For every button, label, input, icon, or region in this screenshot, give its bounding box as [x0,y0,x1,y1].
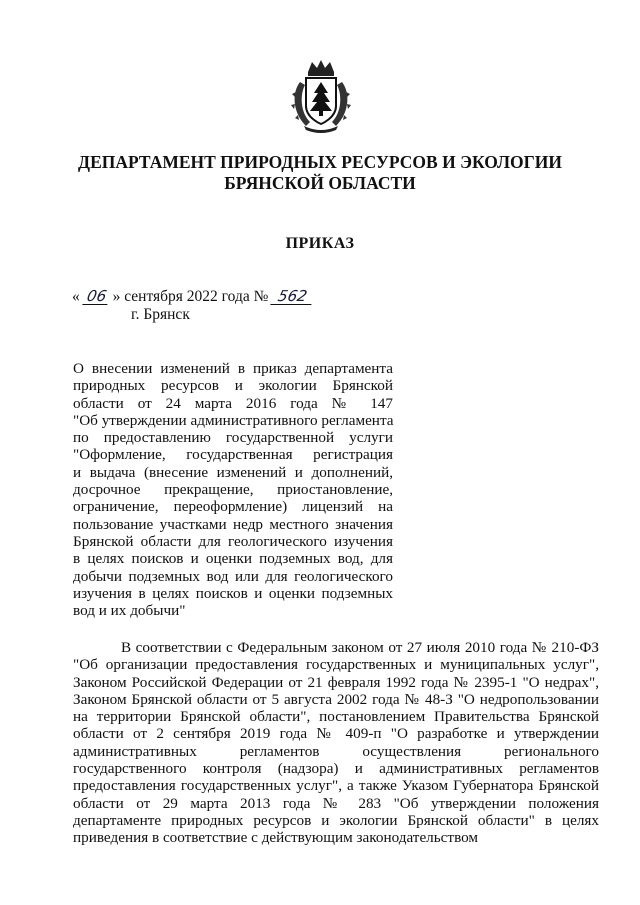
body-line: предоставления государственных услуг", а также Указом Губернатора Брянской [73,777,599,795]
quote-close: » [112,288,121,305]
body-line: Законом Брянской области от 5 августа 2002 года № 48-З "О недропользовании [73,690,599,708]
body-line: "Об организации предоставления государственных и муниципальных услуг", [73,656,599,674]
department-title-line1: ДЕПАРТАМЕНТ ПРИРОДНЫХ РЕСУРСОВ И ЭКОЛОГИИ [78,152,562,172]
subject-line: вод и их добычи" [73,602,186,620]
order-subject [73,360,393,619]
subject-line: пользование участками недр местного значения [73,515,393,533]
body-line: приведения в соответствие с действующим законодательством [73,829,479,847]
order-number-handwritten: 562 [271,289,315,305]
order-month-year: сентября 2022 года № [124,288,269,305]
body-line: области от 2 сентября 2019 года № 409-п "О разработке и утверждении [73,725,599,743]
subject-line: в целях поисков и оценки подземных вод, для [73,550,393,568]
subject-line: добычи подземных вод или для геологического [73,567,393,585]
body-line: Законом Российской Федерации от 21 февраля 1992 года № 2395-1 "О недрах", [73,673,599,691]
department-title-line2: БРЯНСКОЙ ОБЛАСТИ [224,173,416,193]
order-city: г. Брянск [131,306,190,323]
subject-line: Брянской области для геологического изучения [73,532,393,550]
order-preamble [73,639,599,847]
order-title: ПРИКАЗ [285,235,355,252]
quote-open: « [72,288,80,305]
subject-line: "Об утверждении административного регламента [73,411,394,429]
subject-line: досрочное прекращение, приостановление, [73,481,393,499]
body-line: на территории Брянской области", постановлением Правительства Брянской [73,708,599,726]
subject-line: О внесении изменений в приказ департамента [73,360,393,377]
order-day-handwritten: 06 [82,289,110,305]
body-line: В соответствии с Федеральным законом от 27 июля 2010 года № 210-ФЗ [121,639,599,656]
subject-line: по предоставлению государственной услуги [73,429,393,447]
subject-line: "Оформление, государственная регистрация [73,446,393,464]
subject-line: природных ресурсов и экологии Брянской [73,377,393,395]
body-line: области от 29 марта 2013 года № 283 "Об утверждении положения [73,794,599,812]
body-line: департаменте природных ресурсов и экологии Брянской области" в целях [73,811,599,829]
subject-line: и выдача (внесение изменений и дополнений, [73,463,393,481]
coat-of-arms-icon [288,58,354,134]
body-line: государственного контроля (надзора) и административных регламентов [73,760,599,778]
subject-line: области от 24 марта 2016 года № 147 [73,394,393,412]
body-line: административных регламентов осуществления регионального [73,742,599,760]
subject-line: изучения в целях поисков и оценки подземных [73,584,393,602]
order-date-line [72,288,313,306]
subject-line: ограничение, переоформление) лицензий на [73,498,393,516]
